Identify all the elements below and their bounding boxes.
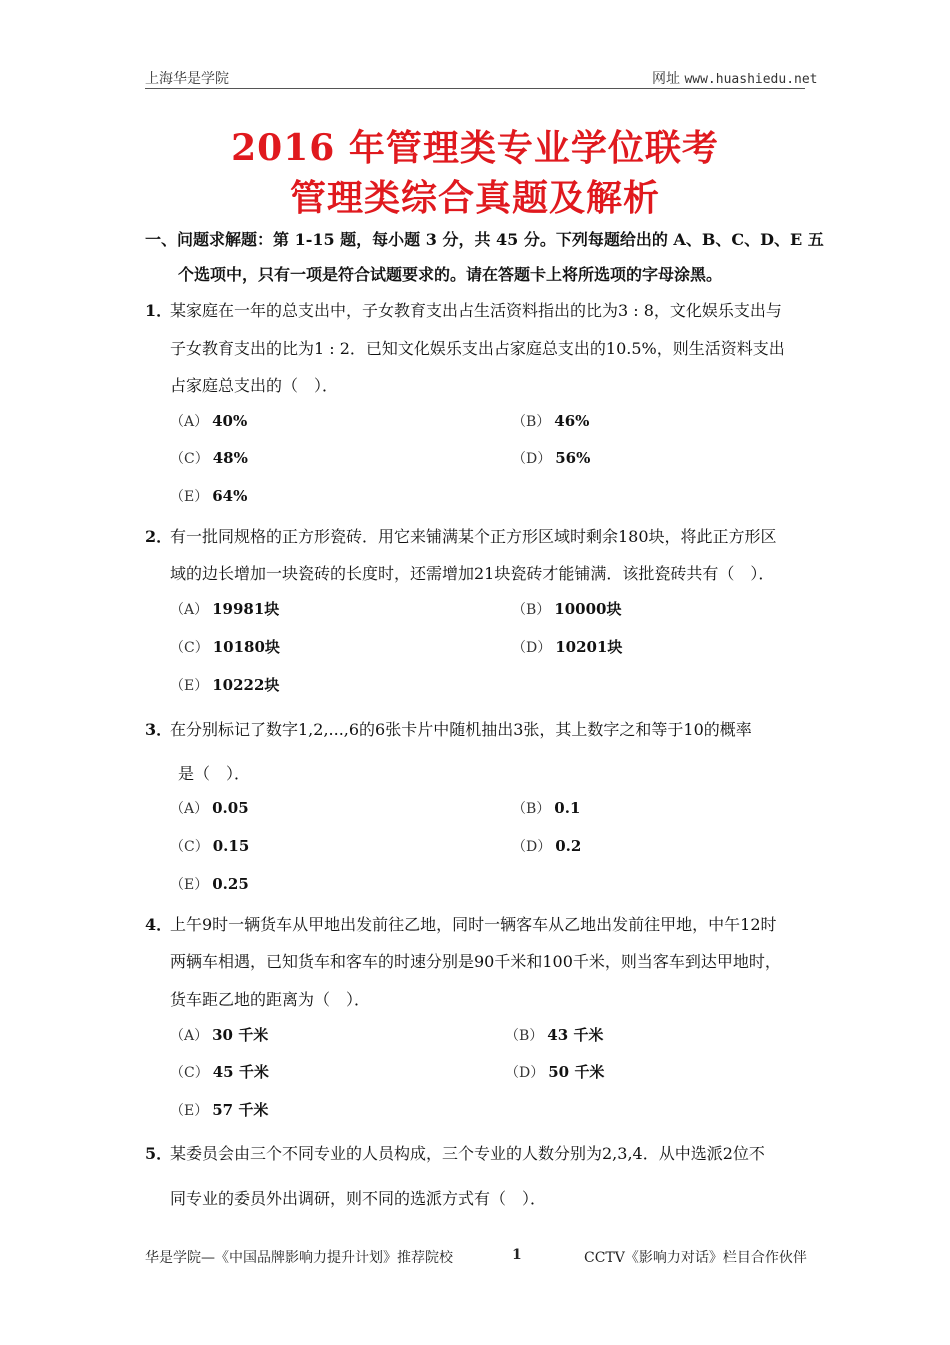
question-text-line: 上午9时一辆货车从甲地出发前往乙地，同时一辆客车从乙地出发前往甲地，中午12时 — [170, 915, 777, 934]
question-text-line: 货车距乙地的距离为（ ）． — [170, 990, 371, 1009]
header-school-name: 上海华是学院 — [145, 71, 229, 87]
footer-right: CCTV《影响力对话》栏目合作伙伴 — [584, 1250, 807, 1266]
option-a[interactable]: （A） 30 千米 — [170, 1026, 269, 1044]
option-b[interactable]: （B） 10000块 — [512, 600, 622, 618]
option-c[interactable]: （C） 48% — [170, 449, 248, 467]
option-a[interactable]: （A） 19981块 — [170, 600, 280, 618]
page-number: 1 — [512, 1247, 522, 1263]
question-text-line: 域的边长增加一块瓷砖的长度时，还需增加21块瓷砖才能铺满．该批瓷砖共有（ ）． — [170, 564, 775, 583]
option-d[interactable]: （D） 56% — [512, 449, 591, 467]
question-number: 1． — [145, 301, 173, 320]
option-d[interactable]: （D） 0.2 — [512, 837, 582, 855]
question-number: 3． — [145, 720, 173, 739]
question-text-line: 两辆车相遇，已知货车和客车的时速分别是90千米和100千米，则当客车到达甲地时， — [170, 952, 781, 971]
question-text-line: 某委员会由三个不同专业的人员构成，三个专业的人数分别为2,3,4．从中选派2位不 — [170, 1144, 765, 1163]
option-c[interactable]: （C） 0.15 — [170, 837, 250, 855]
option-e[interactable]: （E） 64% — [170, 487, 248, 505]
section-instructions-line1: 一、问题求解题：第 1-15 题，每小题 3 分，共 45 分。下列每题给出的 A、B、C、D、E 五 — [145, 230, 824, 249]
option-a[interactable]: （A） 0.05 — [170, 799, 249, 817]
option-c[interactable]: （C） 45 千米 — [170, 1063, 269, 1081]
question-number: 2． — [145, 527, 173, 546]
option-d[interactable]: （D） 50 千米 — [505, 1063, 605, 1081]
question-text-line: 子女教育支出的比为1 : 2．已知文化娱乐支出占家庭总支出的10.5%，则生活资料支出 — [170, 339, 785, 358]
question-text-line: 是（ ）． — [178, 764, 251, 783]
option-c[interactable]: （C） 10180块 — [170, 638, 280, 656]
question-text-line: 同专业的委员外出调研，则不同的选派方式有（ ）． — [170, 1189, 547, 1208]
option-e[interactable]: （E） 0.25 — [170, 875, 249, 893]
question-text-line: 在分别标记了数字1,2,...,6的6张卡片中随机抽出3张，其上数字之和等于10的概率 — [170, 720, 752, 739]
option-b[interactable]: （B） 43 千米 — [505, 1026, 604, 1044]
header-website — [652, 68, 818, 88]
page-title-line1: 2016 年管理类专业学位联考 — [231, 127, 719, 169]
question-number: 5． — [145, 1144, 173, 1163]
option-a[interactable]: （A） 40% — [170, 412, 248, 430]
option-e[interactable]: （E） 57 千米 — [170, 1101, 269, 1119]
option-d[interactable]: （D） 10201块 — [512, 638, 623, 656]
question-number: 4． — [145, 915, 173, 934]
header-website-url[interactable]: www.huashiedu.net — [684, 72, 818, 87]
question-text-line: 占家庭总支出的（ ）． — [170, 376, 339, 395]
footer-left: 华是学院—《中国品牌影响力提升计划》推荐院校 — [145, 1250, 453, 1266]
option-b[interactable]: （B） 0.1 — [512, 799, 581, 817]
question-text-line: 有一批同规格的正方形瓷砖．用它来铺满某个正方形区域时剩余180块，将此正方形区 — [170, 527, 777, 546]
header-website-label: 网址 — [652, 71, 680, 87]
page-title-line2: 管理类综合真题及解析 — [289, 177, 660, 219]
option-e[interactable]: （E） 10222块 — [170, 676, 280, 694]
question-text-line: 某家庭在一年的总支出中，子女教育支出占生活资料指出的比为3 : 8，文化娱乐支出与 — [170, 301, 782, 320]
header-rule — [145, 88, 805, 89]
option-b[interactable]: （B） 46% — [512, 412, 590, 430]
section-instructions-line2: 个选项中，只有一项是符合试题要求的。请在答题卡上将所选项的字母涂黑。 — [178, 265, 723, 284]
